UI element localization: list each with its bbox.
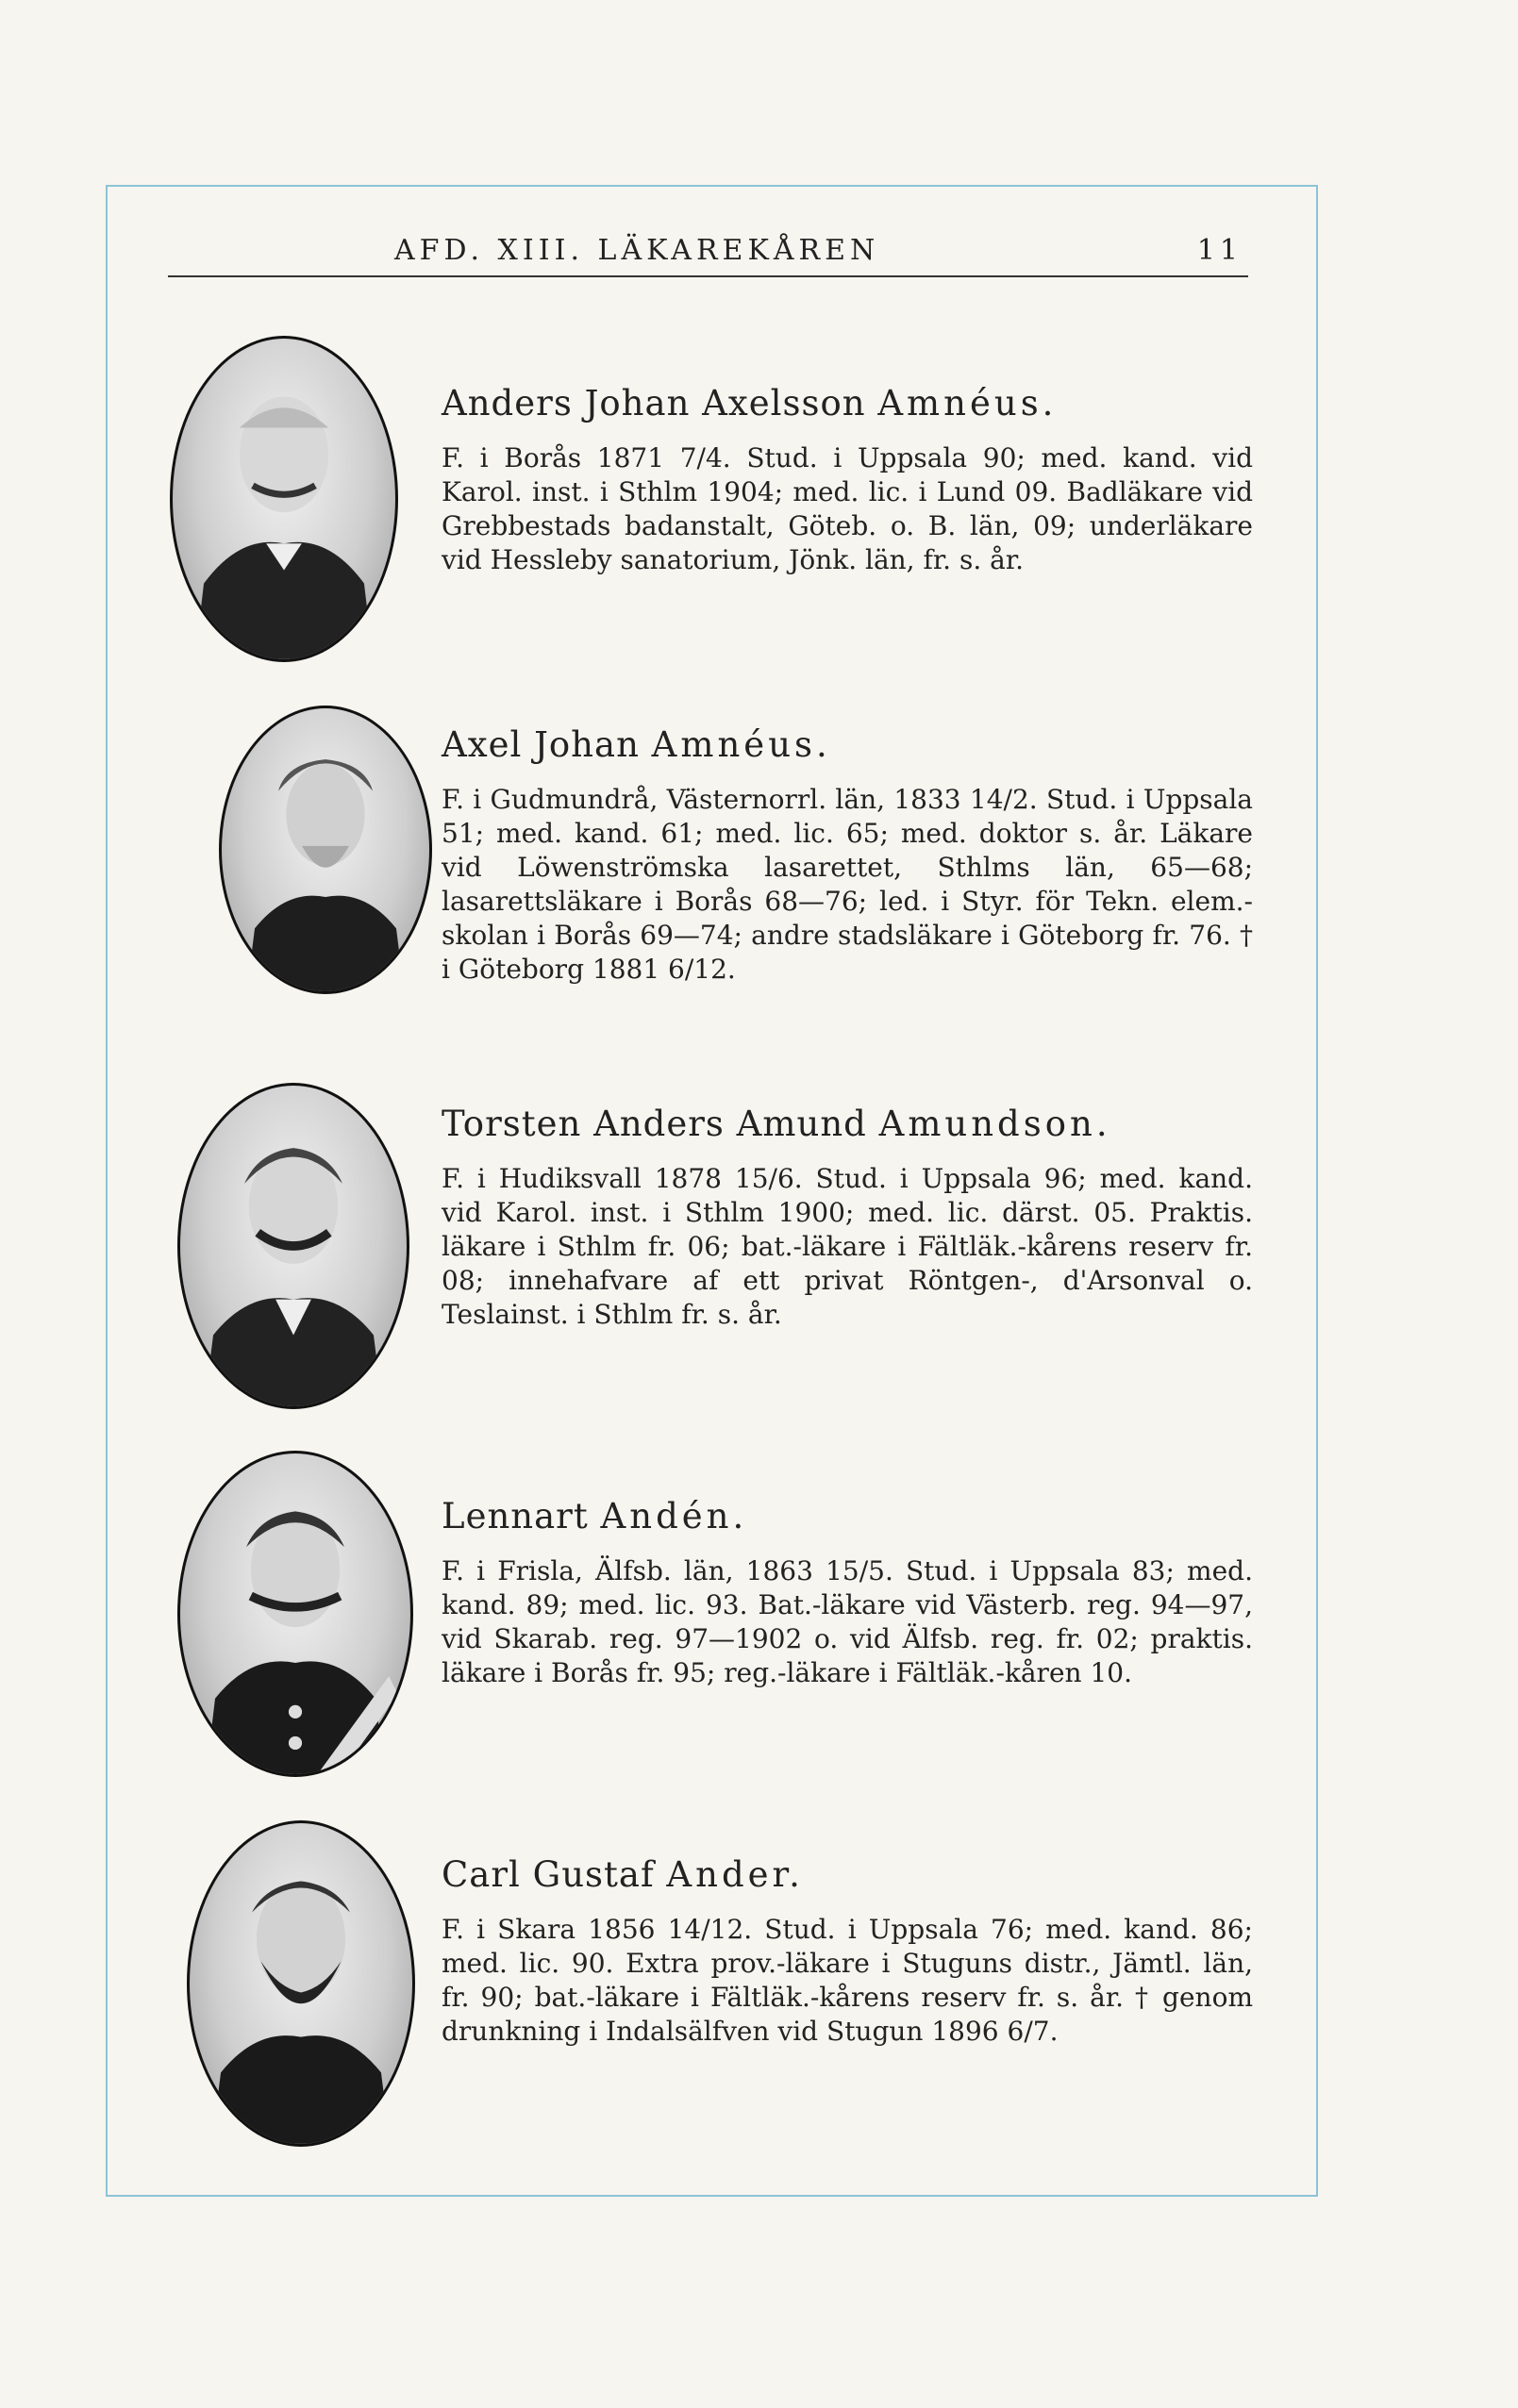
biography: F. i Gudmundrå, Västernorrl. län, 1833 14/2. Stud. i Uppsala 51; med. kand. 61; med. lic. 65; med. doktor s. år. Läkare vid Löwenströmska lasarettet, Sthlms län, 65—68; lasarettsläkare i Borås 68—76; led. i Styr. för Tekn. elem.-skolan i Borås 69—74; andre stadsläkare i Göteborg fr. 76. † i Göteborg 1881 6/12. [442, 784, 1253, 985]
person-silhouette-icon [173, 339, 395, 659]
name-given: Axel Johan [442, 724, 652, 765]
entry-amundson [170, 1083, 1255, 1413]
portrait-photo [187, 1820, 415, 2147]
page-number: 11 [1196, 234, 1243, 267]
name-given: Anders Johan Axelsson [442, 383, 878, 423]
person-silhouette-icon [190, 1823, 412, 2144]
name-given: Torsten Anders Amund [442, 1104, 879, 1144]
entry-anden [170, 1451, 1255, 1781]
person-name [442, 1104, 1253, 1145]
name-surname: Ander. [666, 1854, 804, 1895]
name-surname: Amnéus. [877, 383, 1058, 423]
person-silhouette-icon [180, 1453, 410, 1774]
portrait-photo [219, 706, 432, 994]
entry-amneus-anders [170, 336, 1255, 666]
name-surname: Andén. [600, 1496, 748, 1536]
name-surname: Amundson. [878, 1104, 1111, 1144]
entry-text [442, 1104, 1253, 1332]
person-name [442, 1496, 1253, 1537]
person-name [442, 383, 1253, 424]
name-given: Carl Gustaf [442, 1854, 667, 1895]
portrait-photo [170, 336, 398, 662]
entry-ander [170, 1820, 1255, 2151]
entry-text [442, 1496, 1253, 1690]
person-silhouette-icon [222, 708, 429, 991]
running-header [168, 226, 1248, 277]
biography: F. i Frisla, Älfsb. län, 1863 15/5. Stud. i Uppsala 83; med. kand. 89; med. lic. 93. Bat.-läkare vid Västerb. reg. 94—97, vid Skarab. reg. 97—1902 o. vid Älfsb. reg. fr. 02; praktis. läkare i Borås fr. 95; reg.-läkare i Fältläk.-kåren 10. [442, 1555, 1253, 1688]
biography: F. i Skara 1856 14/12. Stud. i Uppsala 76; med. kand. 86; med. lic. 90. Extra prov.-läkare i Stuguns distr., Jämtl. län, fr. 90; bat.-läkare i Fältläk.-kårens reserv fr. s. år. † genom drunkning i Indalsälfven vid Stugun 1896 6/7. [442, 1914, 1253, 2047]
name-given: Lennart [442, 1496, 601, 1536]
portrait-photo [177, 1451, 413, 1777]
name-surname: Amnéus. [651, 724, 831, 765]
person-silhouette-icon [180, 1086, 407, 1406]
section-title: AFD. XIII. LÄKAREKÅREN [394, 234, 880, 267]
person-name [442, 1854, 1253, 1896]
person-name [442, 724, 1253, 766]
entry-text [442, 383, 1253, 577]
entry-amneus-axel [170, 706, 1255, 1007]
biography: F. i Borås 1871 7/4. Stud. i Uppsala 90; med. kand. vid Karol. inst. i Sthlm 1904; med. lic. i Lund 09. Badläkare vid Grebbestads badanstalt, Göteb. o. B. län, 09; underläkare vid Hessleby sanatorium, Jönk. län, fr. s. år. [442, 442, 1253, 575]
biography: F. i Hudiksvall 1878 15/6. Stud. i Uppsala 96; med. kand. vid Karol. inst. i Sthlm 1900; med. lic. därst. 05. Praktis. läkare i Sthlm fr. 06; bat.-läkare i Fältläk.-kårens reserv fr. 08; innehafvare af ett privat Röntgen-, d'Arsonval o. Teslainst. i Sthlm fr. s. år. [442, 1163, 1253, 1330]
entry-text [442, 724, 1253, 987]
entry-text [442, 1854, 1253, 2049]
portrait-photo [177, 1083, 409, 1409]
